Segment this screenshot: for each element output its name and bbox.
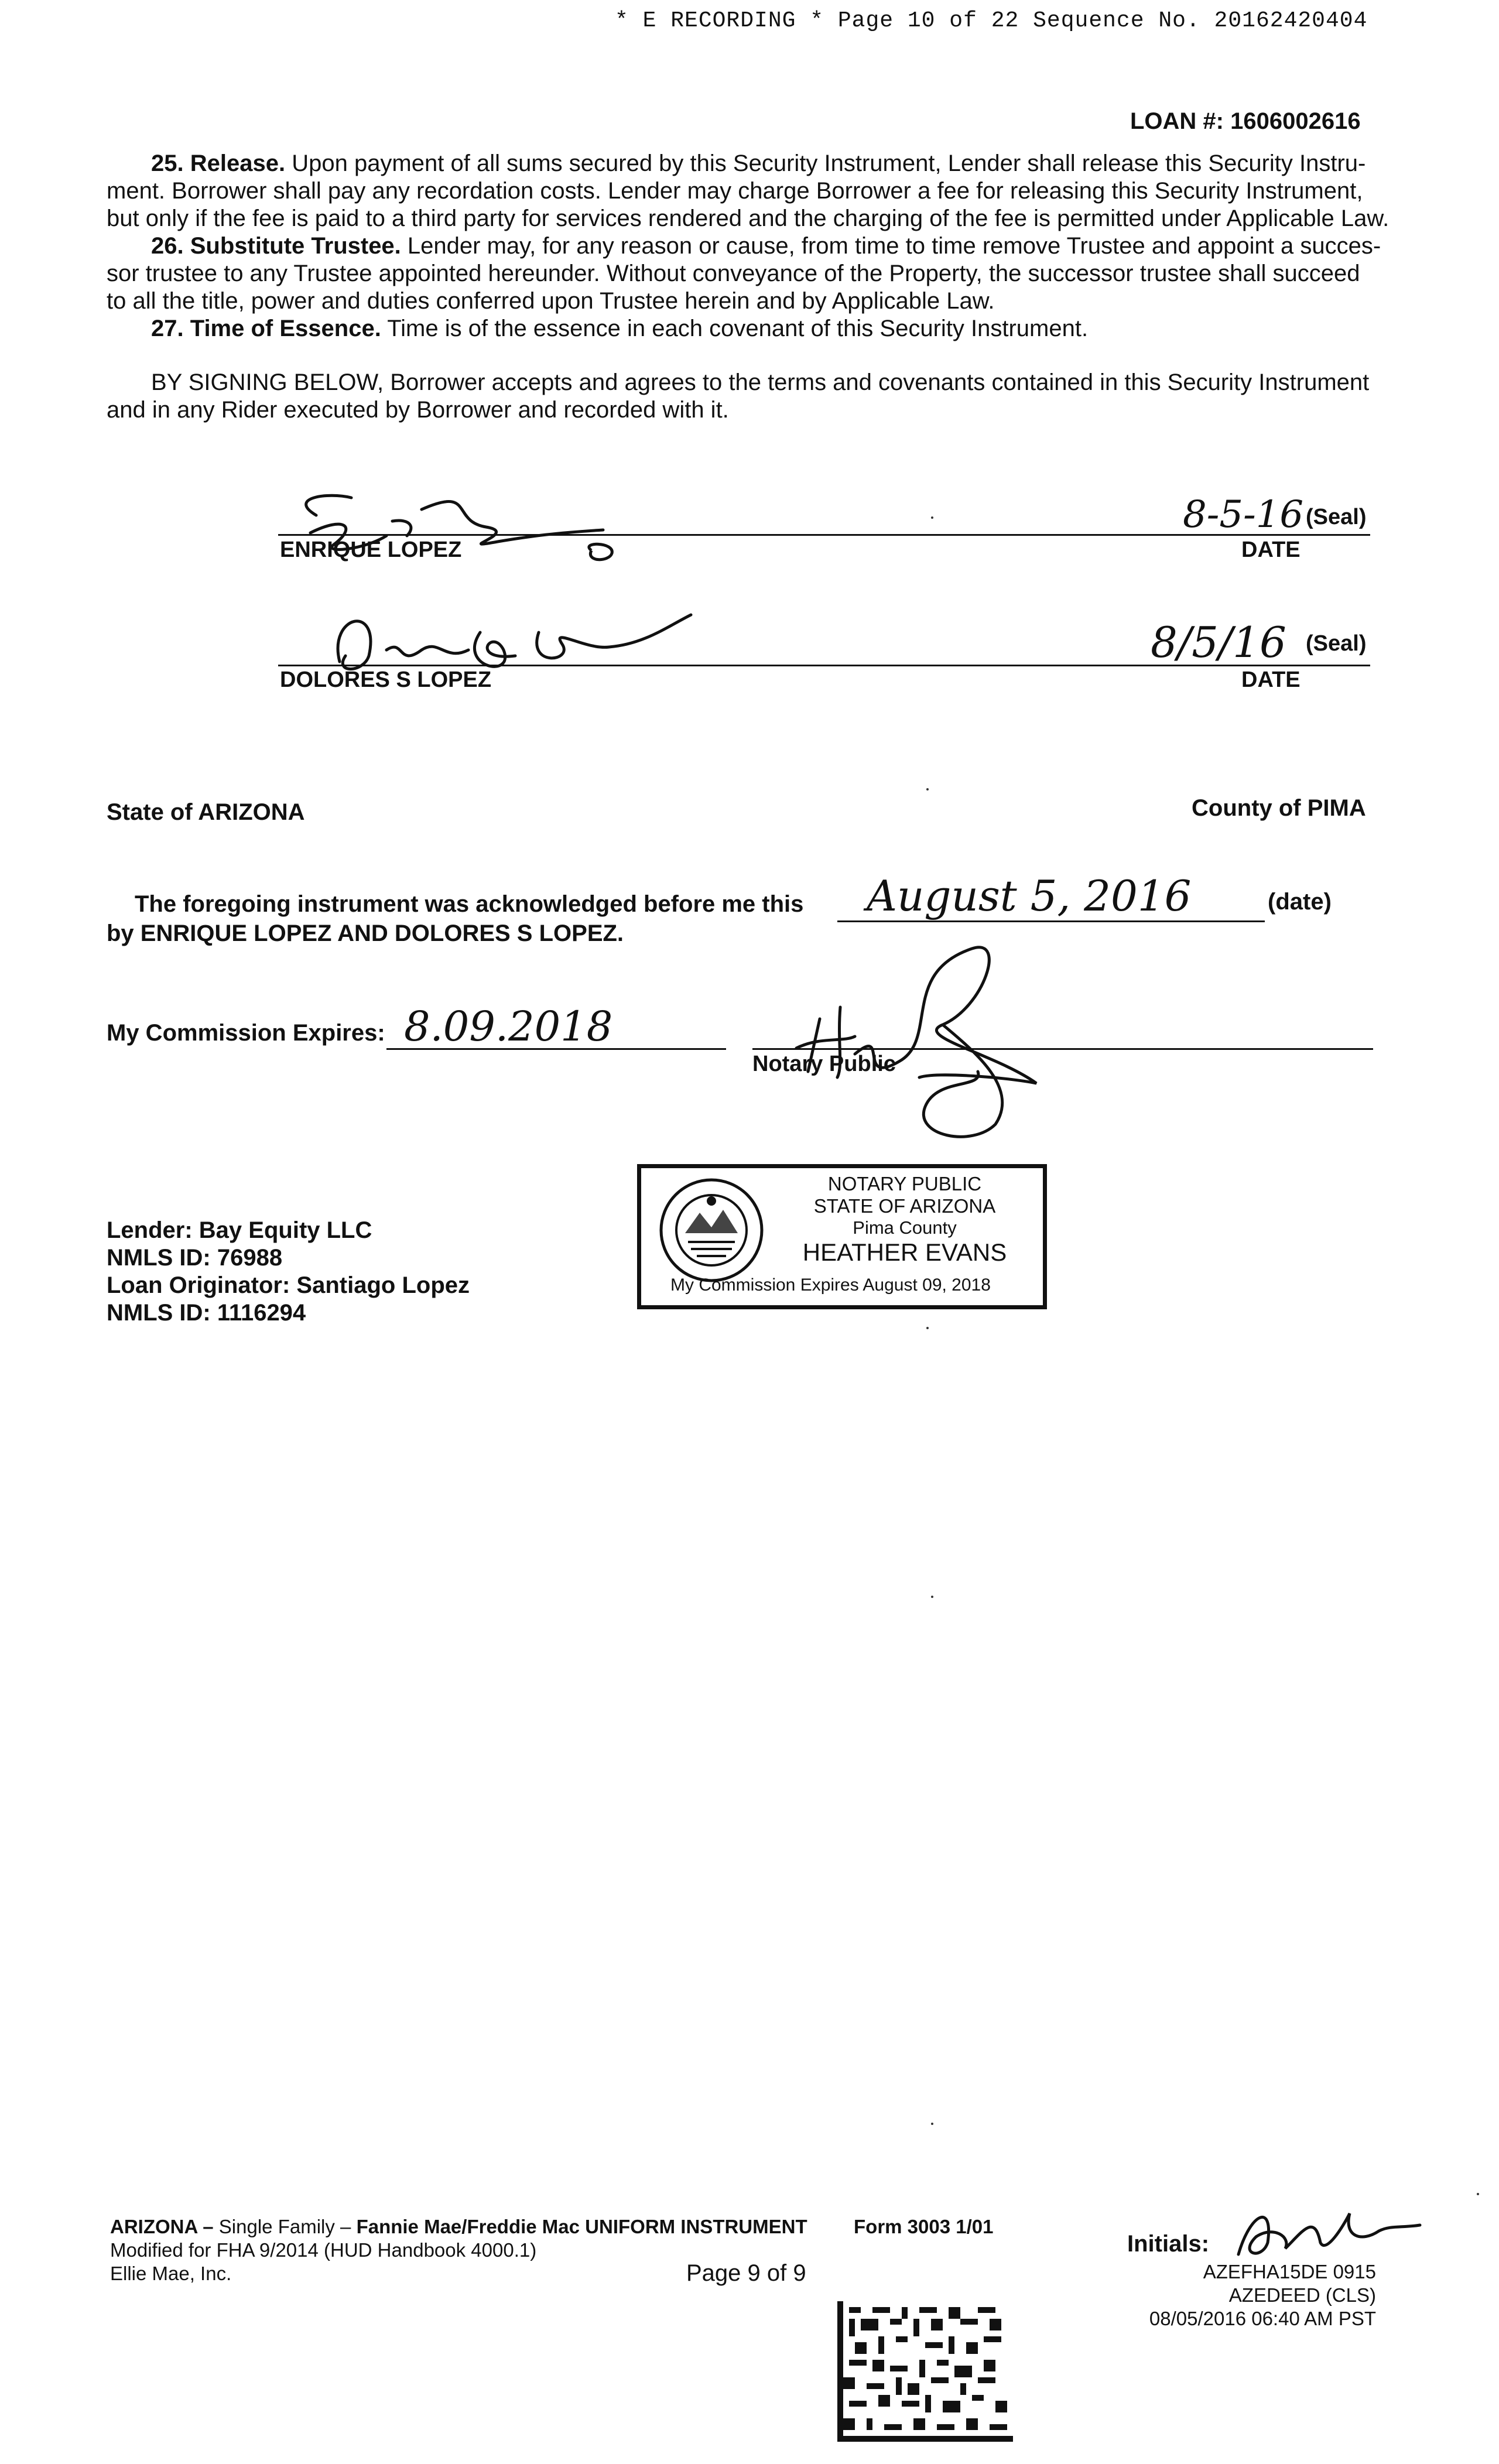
stamp-state: STATE OF ARIZONA [813, 1195, 996, 1217]
date-label-1: DATE [1241, 538, 1300, 562]
section-26-text-3: to all the title, power and duties conferred upon Trustee herein and by Applicable Law. [107, 288, 995, 314]
notary-signature-line [752, 1048, 1373, 1050]
section-26 [107, 232, 1395, 315]
footer-codes [1142, 2260, 1376, 2330]
county-label: County of PIMA [1192, 795, 1366, 821]
footer-page-number: Page 9 of 9 [686, 2260, 806, 2286]
recording-header: * E RECORDING * Page 10 of 22 Sequence No. 20162420404 [615, 8, 1368, 33]
notary-public-label: Notary Public [752, 1052, 896, 1076]
qr-code-icon [837, 2301, 1013, 2442]
section-25-title: Release. [190, 150, 286, 176]
signature-1-date-handwritten: 8-5-16 [1183, 493, 1304, 536]
seal-1: (Seal) [1306, 505, 1367, 529]
by-signing-line-2: and in any Rider executed by Borrower and recorded with it. [107, 397, 729, 423]
originator-nmls: NMLS ID: 1116294 [107, 1300, 306, 1326]
scan-speck [931, 2123, 933, 2125]
scan-speck [931, 1596, 933, 1598]
arizona-seal-icon [659, 1178, 764, 1283]
lender-nmls: NMLS ID: 76988 [107, 1245, 283, 1271]
loan-number: LOAN #: 1606002616 [1130, 108, 1361, 134]
section-27-line-1 [107, 315, 1395, 343]
footer-line-3: Ellie Mae, Inc. [110, 2263, 232, 2284]
stamp-expiration: My Commission Expires August 09, 2018 [670, 1275, 991, 1295]
commission-date-handwritten: 8.09.2018 [404, 1002, 613, 1050]
section-26-line-1 [107, 232, 1395, 260]
signer-name-1: ENRIQUE LOPEZ [280, 538, 462, 562]
section-26-title: Substitute Trustee. [190, 233, 401, 259]
signer-name-2: DOLORES S LOPEZ [280, 668, 492, 692]
section-26-number: 26. [151, 233, 184, 259]
scan-speck [931, 516, 933, 519]
scan-speck [1477, 2193, 1479, 2195]
acknowledgment-line-2: by ENRIQUE LOPEZ AND DOLORES S LOPEZ. [107, 920, 624, 946]
section-26-text-1: Lender may, for any reason or cause, from time to time remove Trustee and appoint a succes- [407, 233, 1381, 259]
section-25 [107, 150, 1395, 232]
stamp-county: Pima County [853, 1217, 957, 1238]
acknowledgment-date-line [837, 920, 1265, 922]
initials-label: Initials: [1127, 2231, 1210, 2257]
footer-state: ARIZONA – [110, 2216, 214, 2237]
notary-stamp [637, 1164, 1047, 1309]
section-27-number: 27. [151, 316, 184, 341]
by-signing-paragraph [107, 369, 1395, 424]
footer-line-2: Modified for FHA 9/2014 (HUD Handbook 4000.1) [110, 2239, 537, 2261]
footer-form: Form 3003 1/01 [854, 2216, 994, 2237]
section-25-text-3: but only if the fee is paid to a third party for services rendered and the charging of the fee is permitted under Applicable Law. [107, 206, 1390, 231]
acknowledgment-line-1: The foregoing instrument was acknowledged before me this [135, 891, 804, 917]
lender-block [107, 1217, 470, 1327]
state-label: State of ARIZONA [107, 799, 305, 825]
acknowledgment-date-handwritten: August 5, 2016 [867, 871, 1192, 920]
section-27-text-1: Time is of the essence in each covenant of this Security Instrument. [387, 316, 1089, 341]
loan-originator: Loan Originator: Santiago Lopez [107, 1272, 470, 1298]
footer-code-1: AZEFHA15DE 0915 [1203, 2261, 1376, 2282]
section-27-title: Time of Essence. [190, 316, 381, 341]
lender-name: Lender: Bay Equity LLC [107, 1217, 372, 1243]
scan-speck [926, 1327, 929, 1329]
by-signing-line-1: BY SIGNING BELOW, Borrower accepts and agrees to the terms and covenants contained in this Security Instrument [151, 369, 1370, 395]
scan-speck [926, 788, 929, 790]
signature-2-date-handwritten: 8/5/16 [1151, 618, 1286, 667]
stamp-text [764, 1173, 1045, 1267]
notary-signature [785, 937, 1054, 1148]
footer-code-2: AZEDEED (CLS) [1228, 2284, 1376, 2306]
seal-2: (Seal) [1306, 631, 1367, 656]
initials-signature [1227, 2190, 1426, 2266]
section-25-text-2: ment. Borrower shall pay any recordation costs. Lender may charge Borrower a fee for releasing this Security Instrument, [107, 178, 1363, 204]
footer-instrument: Fannie Mae/Freddie Mac UNIFORM INSTRUMENT [356, 2216, 807, 2237]
section-26-text-2: sor trustee to any Trustee appointed hereunder. Without conveyance of the Property, the successor trustee shall succeed [107, 261, 1360, 286]
footer-family: Single Family – [218, 2216, 351, 2237]
section-25-number: 25. [151, 150, 184, 176]
footer-line-1 [110, 2216, 807, 2238]
section-27 [107, 315, 1395, 343]
date-label-2: DATE [1241, 668, 1300, 692]
footer-timestamp: 08/05/2016 06:40 AM PST [1149, 2308, 1376, 2329]
section-25-line-1 [107, 150, 1395, 177]
section-25-text-1: Upon payment of all sums secured by this Security Instrument, Lender shall release this Security Instru- [292, 150, 1366, 176]
commission-label: My Commission Expires: [107, 1020, 385, 1046]
stamp-notary-name: HEATHER EVANS [802, 1238, 1007, 1266]
stamp-notary-public: NOTARY PUBLIC [827, 1173, 982, 1195]
acknowledgment-date-suffix: (date) [1268, 889, 1332, 915]
